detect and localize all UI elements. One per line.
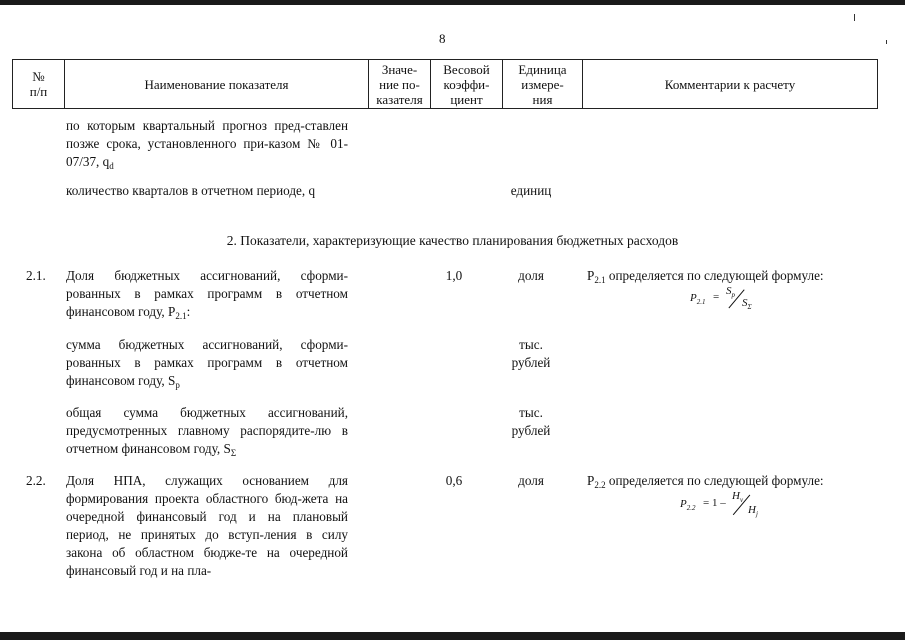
row-weight: 1,0 [445, 268, 463, 283]
row-unit: доля [518, 473, 544, 488]
header-weight: Весовой коэффи- циент [431, 60, 503, 108]
row-weight: 0,6 [445, 473, 463, 488]
formula-p21: $P_{2.1}$ = $S_p$ $S_\Sigma$ [690, 285, 752, 311]
header-unit: Единица измере- ния [503, 60, 583, 108]
formula-p22: $P_{2.2}$ = 1 – $H_v$ $H_j$ [680, 490, 758, 518]
row-number: 2.2. [26, 473, 46, 488]
row-comment: $P_{2.2}$ определяется по следующей формуле: [587, 473, 824, 490]
continued-row-name: по которым квартальный прогноз пред-ставлен позже срока, установленного при-казом № 01-07/37, $q_d$ [66, 118, 348, 171]
section-title: 2. Показатели, характеризующие качество планирования бюджетных расходов [226, 233, 679, 248]
header-number: № п/п [13, 60, 65, 108]
subitem-name: общая сумма бюджетных ассигнований, предусмотренных главному распорядите-лю в отчетном финансовом году, $S_\Sigma$ [66, 405, 348, 458]
scan-mark [854, 14, 855, 21]
row-number: 2.1. [26, 268, 46, 283]
row-name: Доля НПА, служащих основанием для формирования проекта областного бюд-жета на очередной финансовый год и на плановый период, не принятых до вступ-ления в силу закона об областном бюдже-те на очередной финансовый год и на пла- [66, 473, 348, 578]
header-comment: Комментарии к расчету [664, 76, 796, 92]
header-name: Наименование показателя [65, 60, 369, 108]
page-number: 8 [439, 31, 446, 46]
scan-top-edge [0, 0, 905, 5]
subitem-unit: тыс. рублей [511, 405, 551, 438]
row-name: Доля бюджетных ассигнований, сформи-рованных в рамках программ в отчетном финансовом году, $P_{2.1}$: [66, 268, 348, 321]
continued-row-unit: единиц [510, 183, 552, 198]
row-comment: $P_{2.1}$ определяется по следующей формуле: [587, 268, 824, 285]
header-value: Значе- ние по- казателя [369, 60, 431, 108]
continued-row-name: количество кварталов в отчетном периоде, q [66, 183, 316, 198]
subitem-unit: тыс. рублей [511, 337, 551, 370]
row-unit: доля [518, 268, 544, 283]
subitem-name: сумма бюджетных ассигнований, сформи-рованных в рамках программ в отчетном финансовом году, $S_p$ [66, 337, 348, 390]
scan-mark [886, 40, 887, 44]
scan-bottom-edge [0, 632, 905, 640]
table-header [12, 59, 878, 109]
